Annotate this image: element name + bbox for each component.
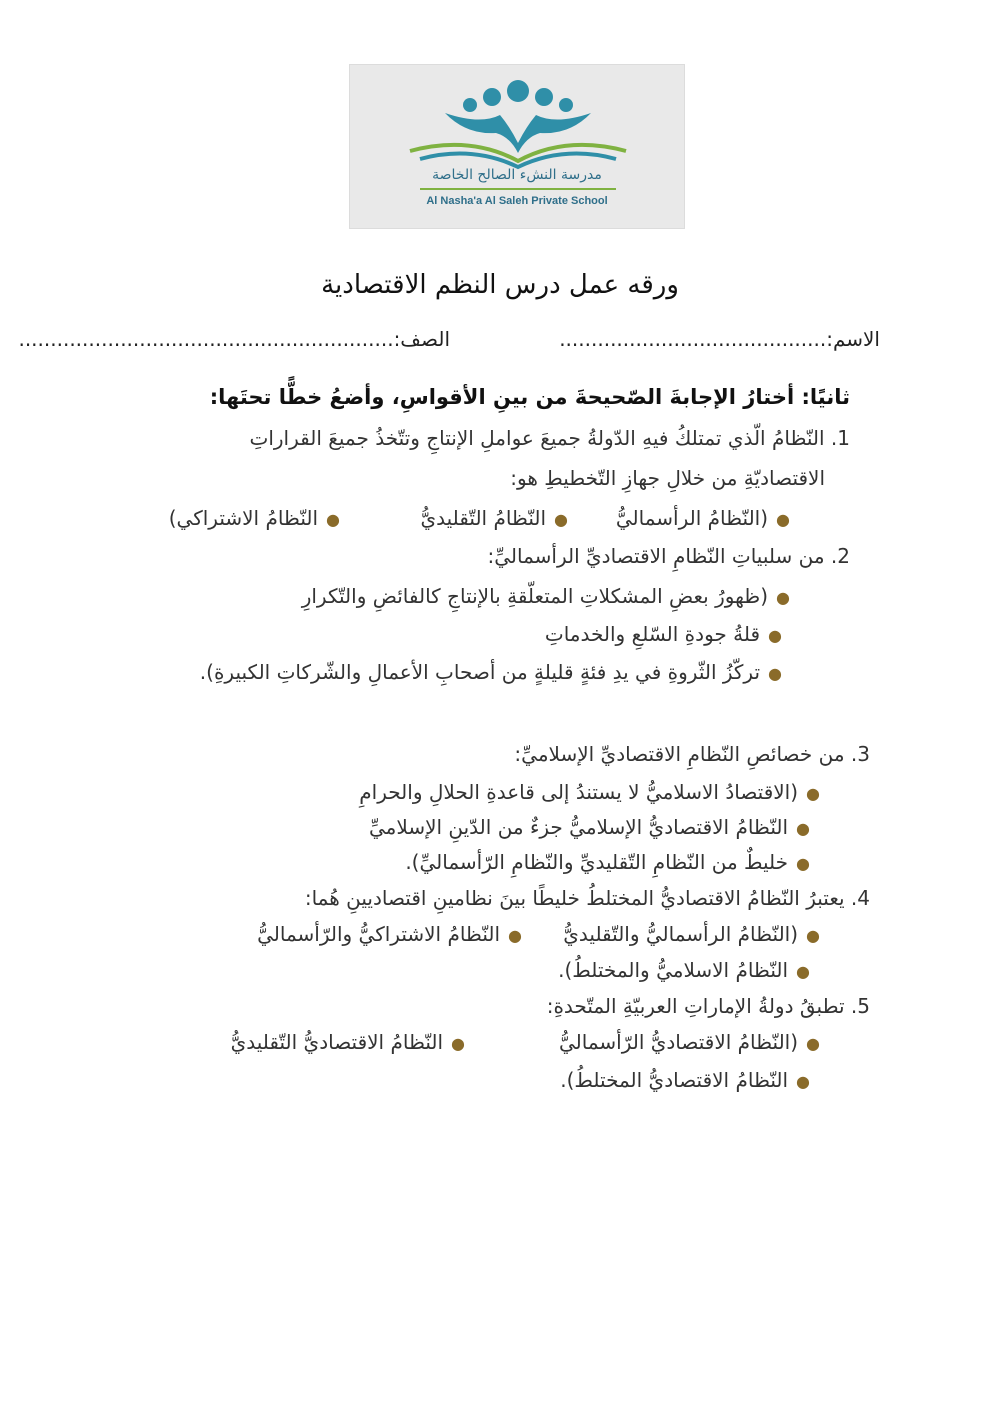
logo-arabic-name: مدرسة النشء الصالح الخاصة bbox=[432, 167, 602, 183]
bullet-icon: ● bbox=[776, 510, 790, 529]
question-2: 2. من سلبياتِ النّظامِ الاقتصاديِّ الرأسماليِّ: bbox=[487, 544, 850, 568]
bullet-icon: ● bbox=[768, 664, 782, 683]
name-label: الاسم: bbox=[826, 327, 880, 351]
question-5: 5. تطبقُ دولةُ الإماراتِ العربيّةِ المتّحدةِ: bbox=[546, 994, 870, 1018]
name-dots: .......................................... bbox=[559, 327, 827, 351]
question-3: 3. من خصائصِ النّظامِ الاقتصاديِّ الإسلاميِّ: bbox=[514, 742, 870, 766]
q1-option-2[interactable]: ●النّظامُ التّقليديُّ bbox=[420, 506, 568, 530]
q5-option-3[interactable]: ●النّظامُ الاقتصاديُّ المختلطُ). bbox=[560, 1068, 810, 1092]
bullet-icon: ● bbox=[451, 1034, 465, 1053]
q1-option-1[interactable]: ●(النّظامُ الرأسماليُّ bbox=[615, 506, 790, 530]
bullet-icon: ● bbox=[796, 962, 810, 981]
q2-option-1[interactable]: ●(ظهورُ بعضِ المشكلاتِ المتعلّقةِ بالإنتاجِ كالفائضِ والتّكرارِ bbox=[301, 584, 790, 608]
q4-option-1[interactable]: ●(النّظامُ الرأسماليُّ والتّقليديُّ bbox=[563, 922, 820, 946]
worksheet-title: ورقه عمل درس النظم الاقتصادية bbox=[321, 270, 679, 300]
logo-english-name: Al Nasha'a Al Saleh Private School bbox=[426, 195, 608, 207]
bullet-icon: ● bbox=[508, 926, 522, 945]
class-dots: ........................................................... bbox=[18, 327, 394, 351]
q3-option-3[interactable]: ●خليطٌ من النّظامِ التّقليديِّ والنّظامِ الرّأسماليِّ). bbox=[405, 850, 810, 874]
q4-option-3[interactable]: ●النّظامُ الاسلاميُّ والمختلطُ). bbox=[558, 958, 810, 982]
instruction-heading: ثانيًا: أختارُ الإجابةَ الصّحيحةَ من بينِ الأقواسِ، وأضعُ خطًّا تحتَها: bbox=[209, 385, 850, 409]
bullet-icon: ● bbox=[326, 510, 340, 529]
bullet-icon: ● bbox=[554, 510, 568, 529]
q5-option-1[interactable]: ●(النّظامُ الاقتصاديُّ الرّأسماليُّ bbox=[558, 1030, 820, 1054]
bullet-icon: ● bbox=[806, 784, 820, 803]
bullet-icon: ● bbox=[796, 819, 810, 838]
question-4: 4. يعتبرُ النّظامُ الاقتصاديُّ المختلطُ خليطًا بينَ نظامينِ اقتصاديينِ هُما: bbox=[304, 886, 870, 910]
q4-option-2[interactable]: ●النّظامُ الاشتراكيُّ والرّأسماليُّ bbox=[257, 922, 522, 946]
q3-option-1[interactable]: ●(الاقتصادُ الاسلاميُّ لا يستندُ إلى قاعدةِ الحلالِ والحرامِ bbox=[359, 780, 820, 804]
q3-option-2[interactable]: ●النّظامُ الاقتصاديُّ الإسلاميُّ جزءٌ من الدّينِ الإسلاميِّ bbox=[369, 815, 810, 839]
q2-option-2[interactable]: ●قلةُ جودةِ السّلعِ والخدماتِ bbox=[544, 622, 782, 646]
q1-option-3[interactable]: ●النّظامُ الاشتراكي) bbox=[168, 506, 340, 530]
name-field[interactable] bbox=[559, 327, 880, 351]
question-1-line2: الاقتصاديّةِ من خلالِ جهازِ التّخطيطِ هو: bbox=[510, 466, 825, 490]
class-label: الصف: bbox=[393, 327, 450, 351]
question-1: 1. النّظامُ الّذي تمتلكُ فيهِ الدّولةُ جميعَ عواملِ الإنتاجِ وتتّخذُ جميعَ القراراتِ bbox=[249, 426, 850, 450]
bullet-icon: ● bbox=[796, 854, 810, 873]
class-field[interactable] bbox=[18, 327, 450, 351]
bullet-icon: ● bbox=[796, 1072, 810, 1091]
q2-option-3[interactable]: ●تركّزُ الثّروةِ في يدِ فئةٍ قليلةٍ من أصحابِ الأعمالِ والشّركاتِ الكبيرةِ). bbox=[199, 660, 782, 684]
bullet-icon: ● bbox=[806, 926, 820, 945]
bullet-icon: ● bbox=[768, 626, 782, 645]
bullet-icon: ● bbox=[776, 588, 790, 607]
q5-option-2[interactable]: ●النّظامُ الاقتصاديُّ التّقليديُّ bbox=[230, 1030, 465, 1054]
bullet-icon: ● bbox=[806, 1034, 820, 1053]
school-logo bbox=[349, 64, 685, 229]
